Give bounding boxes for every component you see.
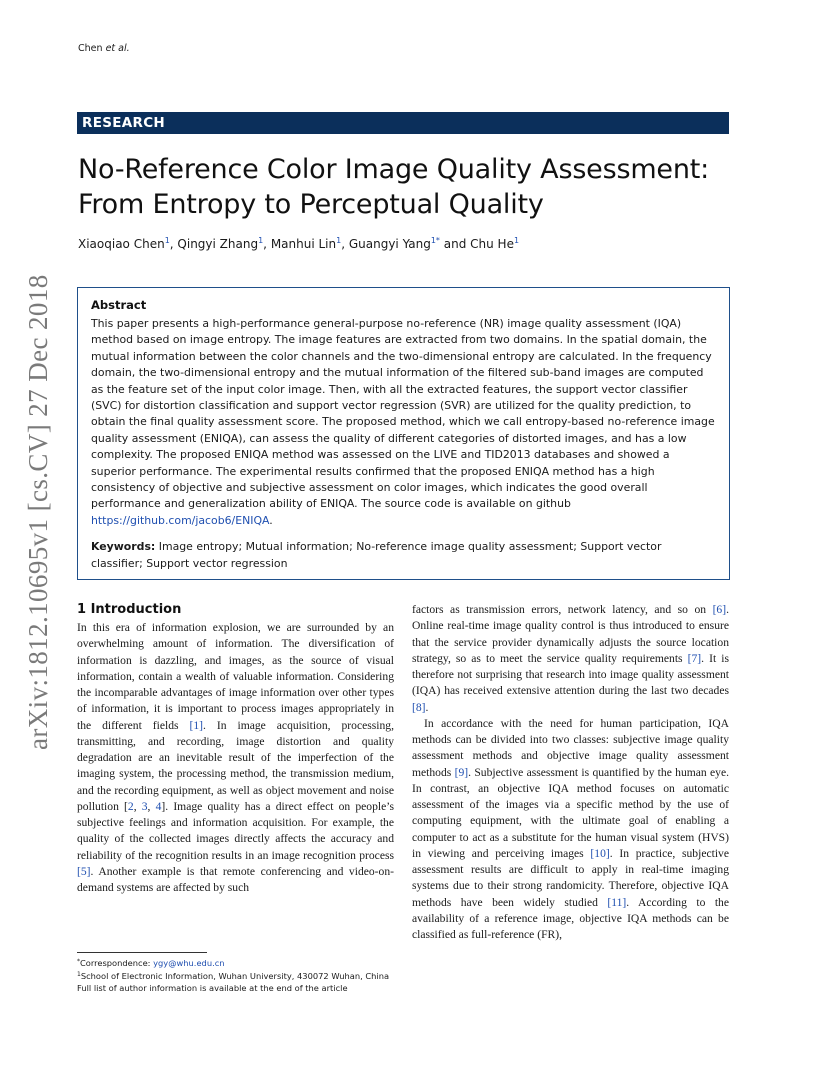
body-text: In this era of information explosion, we are surrounded by an overwhelming amount of information. The diversification of information is dazzling, and images, as the source of visual information, contain a wealth of valuable information. Considering the incomparable advantages of image information over other types of information, it is important to process images appropriately in the different fields [77, 621, 394, 732]
affiliation-text: School of Electronic Information, Wuhan University, 430072 Wuhan, China [80, 971, 390, 982]
body-text: . According to the availability of a reference image, objective IQA methods can be classified as full-reference (FR), [412, 895, 729, 941]
author-name: Chu He [470, 237, 514, 251]
running-header-author: Chen [78, 43, 103, 54]
author-affiliation-mark[interactable]: 1 [336, 236, 342, 245]
author-affiliation-mark[interactable]: 1 [513, 236, 520, 245]
paper-title [78, 152, 738, 222]
abstract-text: This paper presents a high-performance general-purpose no-reference (NR) image quality assessment (IQA) method based on image entropy. The image features are extracted from two domains. In the spatial domain, the mutual information between the color channels and the two-dimensional entropy are calculated. In the frequency domain, the two-dimensional entropy and the mutual information of the filtered sub-band images are computed as the feature set of the input color image. Then, with all the extracted features, the support vector classifier (SVC) for distortion classification and support vector regression (SVR) are utilized for the quality prediction, to obtain the final quality assessment score. The proposed method, which we call entropy-based no-reference image quality assessment (ENIQA), can assess the quality of different categories of distorted images, and has a low complexity. The proposed ENIQA method was assessed on the LIVE and TID2013 databases and showed a superior performance. The experimental results confirmed that the proposed ENIQA method has a high consistency of objective and subjective assessment on color images, which indicates the good overall performance and generalization ability of ENIQA. The source code is available on github [91, 317, 715, 511]
correspondence-mark: * [77, 958, 80, 965]
citation-link[interactable]: [5] [77, 864, 91, 878]
keywords [91, 539, 715, 572]
citation-link[interactable]: [1] [189, 718, 204, 732]
footnote-rule [77, 952, 207, 953]
abstract-heading: Abstract [91, 298, 147, 312]
abstract-body [91, 316, 715, 529]
body-column-right [412, 602, 729, 943]
correspondence-label: Correspondence: [80, 958, 154, 968]
running-header-etal: et al. [105, 43, 130, 54]
body-text: In accordance with the need for human participation, IQA methods can be divided into two classes: subjective image quality assessment methods and objective image quality assessment methods [412, 716, 729, 779]
body-text: ]. Image quality has a direct effect on people’s subjective feelings and information acquisition. For example, the quality of the collected images directly affects the accuracy and reliability of the recognition results in an image recognition process [77, 799, 394, 862]
footnotes [77, 956, 397, 995]
body-text: . Another example is that remote conferencing and video-on-demand systems are affected by such [77, 864, 394, 894]
author-separator: , [263, 237, 271, 251]
body-column-left [77, 602, 394, 896]
running-header [78, 43, 130, 54]
keywords-text: Image entropy; Mutual information; No-reference image quality assessment; Support vector classifier; Support vector regression [91, 540, 662, 570]
body-text: factors as transmission errors, network latency, and so on [412, 603, 713, 616]
body-text: . In practice, subjective assessment results are difficult to apply in real-time imaging systems due to their strong randomicity. Therefore, objective IQA methods have been widely studied [412, 846, 729, 909]
section-label-bar: RESEARCH [77, 112, 729, 134]
author-name: Qingyi Zhang [177, 237, 259, 251]
author-affiliation-mark[interactable]: 1 [164, 236, 170, 245]
section-heading-introduction: 1 Introduction [77, 602, 182, 617]
correspondence-email-link[interactable]: ygy@whu.edu.cn [153, 958, 225, 968]
footnote-correspondence [77, 956, 397, 969]
affiliation-mark: 1 [77, 971, 81, 979]
intro-paragraph-1 [77, 620, 394, 896]
title-line-1: No-Reference Color Image Quality Assessment: [78, 154, 710, 185]
citation-link[interactable]: [7] [687, 651, 702, 665]
body-text: . In image acquisition, processing, transmitting, and recording, image distortion and quality degradation are an inevitable result of the imperfection of the imaging system, the processing method, the transmission medium, and the recording equipment, as well as object movement and noise pollution [ [77, 718, 394, 813]
author-affiliation-mark[interactable]: 1* [430, 236, 440, 245]
citation-link[interactable]: 2 [127, 799, 134, 813]
author-separator: and [439, 237, 471, 251]
abstract-link-tail: . [269, 513, 273, 527]
keywords-label: Keywords: [91, 540, 156, 554]
citation-link[interactable]: [11] [607, 895, 627, 909]
body-text: . [425, 700, 429, 714]
body-text: , [133, 799, 142, 813]
author-separator: , [341, 237, 349, 251]
citation-link[interactable]: [8] [412, 700, 426, 714]
footnote-full-list: Full list of author information is available at the end of the article [77, 983, 348, 994]
author-separator: , [169, 237, 178, 251]
abstract-box [77, 287, 730, 580]
source-code-link[interactable]: https://github.com/jacob6/ENIQA [91, 513, 270, 527]
citation-link[interactable]: [9] [454, 765, 469, 779]
citation-link[interactable]: 3 [141, 799, 148, 813]
arxiv-identifier-stamp: arXiv:1812.10695v1 [cs.CV] 27 Dec 2018 [23, 274, 53, 750]
author-name: Guangyi Yang [348, 237, 431, 251]
title-line-2: From Entropy to Perceptual Quality [78, 189, 544, 220]
body-text: . Subjective assessment is quantified by the human eye. In contrast, an objective IQA method focuses on automatic assessment of the images via a specific method by the use of computing equipment, with the ultimate goal of enabling a computer to act as a substitute for the human visual system (HVS) in viewing and perceiving images [412, 765, 730, 860]
author-list [78, 236, 738, 251]
citation-link[interactable]: [10] [590, 846, 610, 860]
author-name: Xiaoqiao Chen [78, 237, 165, 251]
author-affiliation-mark[interactable]: 1 [258, 236, 264, 245]
body-text: . Online real-time image quality control is thus introduced to ensure that the service provider dynamically adjusts the source location strategy, so as to meet the service quality requirements [412, 603, 729, 665]
body-text: , [147, 799, 156, 813]
intro-paragraph-1-continued [412, 602, 729, 716]
author-name: Manhui Lin [270, 237, 337, 251]
citation-link[interactable]: [6] [712, 603, 727, 616]
body-text: . It is therefore not surprising that research into image quality assessment (IQA) has received extensive attention during the last two decades [412, 651, 729, 698]
citation-link[interactable]: 4 [155, 799, 162, 813]
intro-paragraph-2 [412, 716, 729, 944]
footnote-affiliation [77, 969, 397, 982]
